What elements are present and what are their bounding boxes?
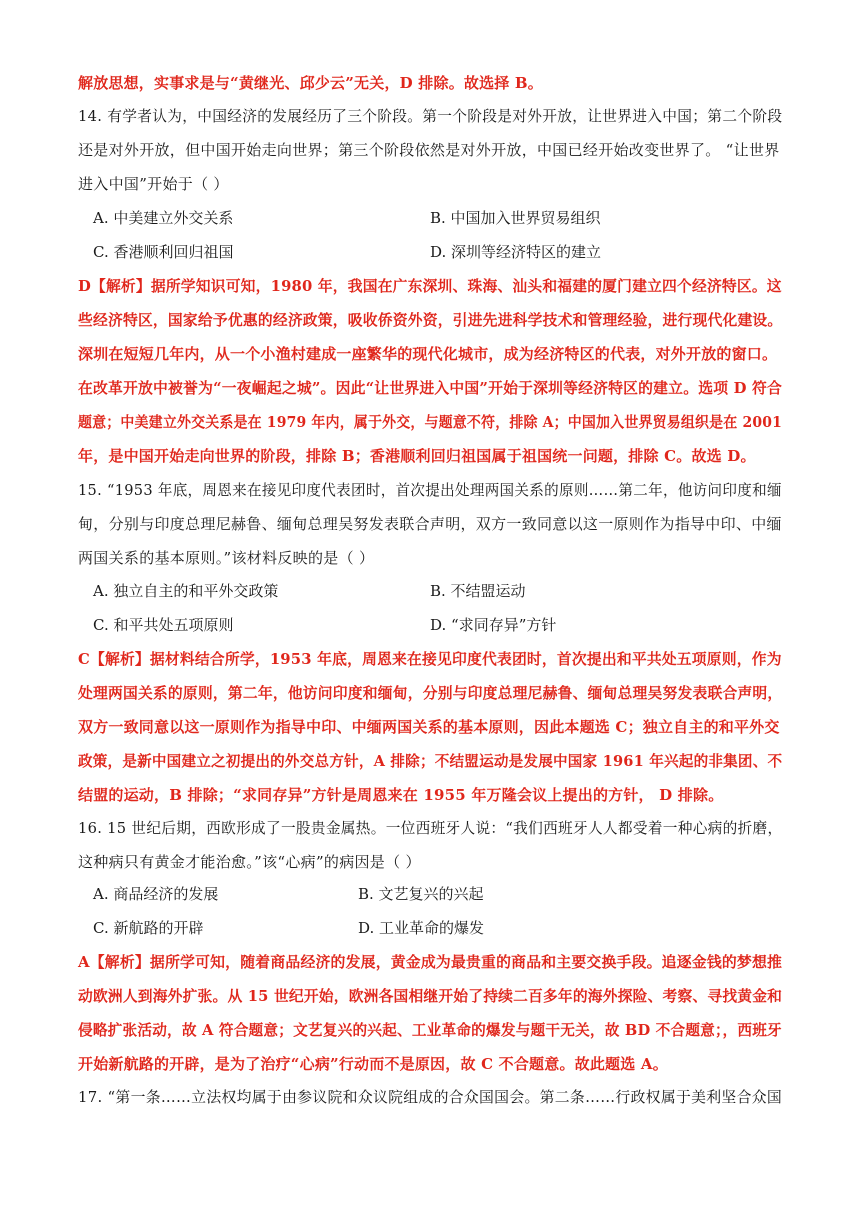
question-14-option-d: D. 深圳等经济特区的建立 <box>430 243 602 261</box>
question-15-line-3: 两国关系的基本原则。”该材料反映的是（ ） <box>78 549 375 567</box>
answer-14-line-6: 年，是中国开始走向世界的阶段，排除 B；香港顺利回归祖国属于祖国统一问题，排除 C。故选 D。 <box>78 447 756 465</box>
answer-15-line-4: 政策，是新中国建立之初提出的外交总方针，A 排除；不结盟运动是发展中国家 1961 年兴起的非集团、不 <box>78 752 783 770</box>
question-17-line-1: 17. “第一条……立法权均属于由参议院和众议院组成的合众国国会。第二条……行政权属于美利坚合众国 <box>78 1088 783 1106</box>
question-14-line-1: 14. 有学者认为，中国经济的发展经历了三个阶段。第一个阶段是对外开放，让世界进入中国；第二个阶段 <box>78 107 783 125</box>
question-15-option-a: A. 独立自主的和平外交政策 <box>93 582 279 600</box>
question-16-option-a: A. 商品经济的发展 <box>93 885 219 903</box>
answer-16-line-2: 动欧洲人到海外扩张。从 15 世纪开始，欧洲各国相继开始了持续二百多年的海外探险、考察、寻找黄金和 <box>78 987 783 1005</box>
question-16-option-b: B. 文艺复兴的兴起 <box>358 885 484 903</box>
answer-14-line-1: D【解析】据所学知识可知，1980 年，我国在广东深圳、珠海、汕头和福建的厦门建立四个经济特区。这 <box>78 277 782 295</box>
question-14-option-b: B. 中国加入世界贸易组织 <box>430 209 601 227</box>
question-15-option-c: C. 和平共处五项原则 <box>93 616 234 634</box>
question-15-option-b: B. 不结盟运动 <box>430 582 526 600</box>
question-15-line-2: 甸，分别与印度总理尼赫鲁、缅甸总理吴努发表联合声明，双方一致同意以这一原则作为指导中印、中缅 <box>78 515 782 533</box>
answer-15-line-3: 双方一致同意以这一原则作为指导中印、中缅两国关系的基本原则，因此本题选 C；独立自主的和平外交 <box>78 718 780 736</box>
question-15-option-d: D. “求同存异”方针 <box>430 616 557 634</box>
question-15-line-1: 15. “1953 年底，周恩来在接见印度代表团时，首次提出处理两国关系的原则……第二年，他访问印度和缅 <box>78 481 782 499</box>
answer-16-line-3: 侵略扩张活动，故 A 符合题意；文艺复兴的兴起、工业革命的爆发与题干无关，故 BD 不合题意；，西班牙 <box>78 1021 782 1039</box>
question-16-option-c: C. 新航路的开辟 <box>93 919 204 937</box>
answer-16-line-4: 开始新航路的开辟，是为了治疗“心病”行动而不是原因，故 C 不合题意。故此题选 A。 <box>78 1055 668 1073</box>
answer-14-line-3: 深圳在短短几年内，从一个小渔村建成一座繁华的现代化城市，成为经济特区的代表，对外开放的窗口。 <box>78 345 778 363</box>
question-14-line-2: 还是对外开放，但中国开始走向世界；第三个阶段依然是对外开放，中国已经开始改变世界了。 “让世界 <box>78 141 780 159</box>
answer-15-line-5: 结盟的运动，B 排除；“求同存异”方针是周恩来在 1955 年万隆会议上提出的方针， D 排除。 <box>78 786 724 804</box>
question-14-option-a: A. 中美建立外交关系 <box>93 209 234 227</box>
answer-14-line-2: 些经济特区，国家给予优惠的经济政策，吸收侨资外资，引进先进科学技术和管理经验，进行现代化建设。 <box>78 311 783 329</box>
answer-15-line-1: C【解析】据材料结合所学，1953 年底，周恩来在接见印度代表团时，首次提出和平共处五项原则，作为 <box>78 650 782 668</box>
question-16-line-1: 16. 15 世纪后期，西欧形成了一股贵金属热。一位西班牙人说：“我们西班牙人人都受着一种心病的折磨， <box>78 819 783 837</box>
answer-14-line-4: 在改革开放中被誉为“一夜崛起之城”。因此“让世界进入中国”开始于深圳等经济特区的建立。选项 D 符合 <box>78 379 782 397</box>
answer-13-line-1: 解放思想，实事求是与“黄继光、邱少云”无关，D 排除。故选择 B。 <box>78 74 543 92</box>
question-14-line-3: 进入中国”开始于（ ） <box>78 175 229 193</box>
answer-16-line-1: A【解析】据所学可知，随着商品经济的发展，黄金成为最贵重的商品和主要交换手段。追逐金钱的梦想推 <box>78 953 783 971</box>
question-14-option-c: C. 香港顺利回归祖国 <box>93 243 234 261</box>
question-16-line-2: 这种病只有黄金才能治愈。”该“心病”的病因是（ ） <box>78 853 421 871</box>
question-16-option-d: D. 工业革命的爆发 <box>358 919 485 937</box>
answer-15-line-2: 处理两国关系的原则，第二年，他访问印度和缅甸，分别与印度总理尼赫鲁、缅甸总理吴努发表联合声明， <box>78 684 783 702</box>
answer-14-line-5: 题意；中美建立外交关系是在 1979 年内，属于外交，与题意不符，排除 A；中国加入世界贸易组织是在 2001 <box>78 413 783 431</box>
